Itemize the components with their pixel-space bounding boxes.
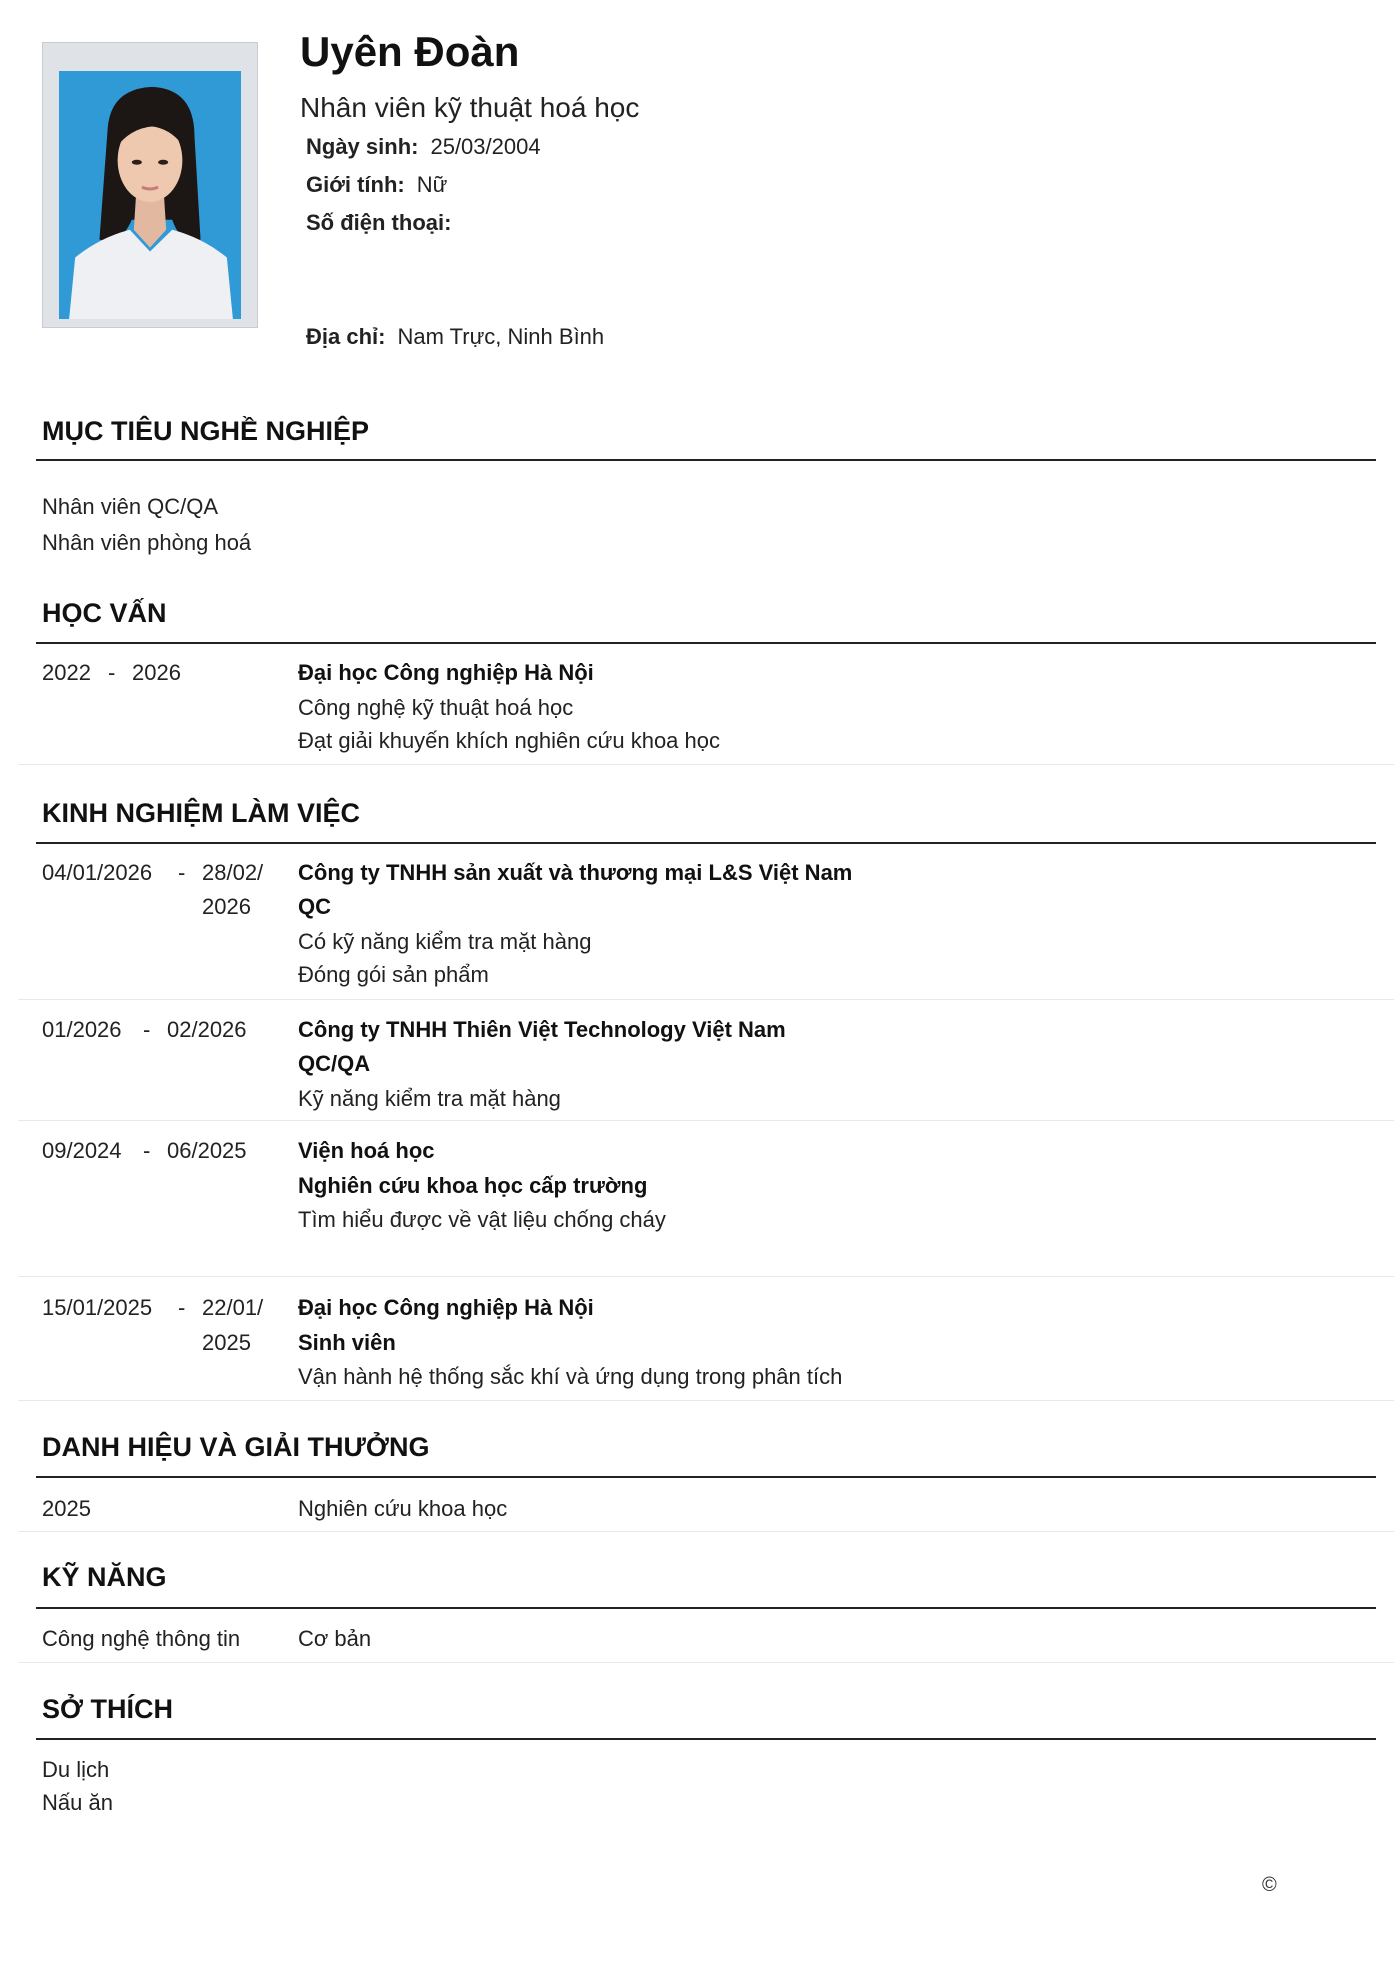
experience-rule [36, 842, 1376, 844]
date-dash: - [143, 1138, 151, 1163]
experience-start: 15/01/2025 [42, 1295, 153, 1320]
skill-level: Cơ bản [298, 1626, 372, 1651]
objective-heading: MỤC TIÊU NGHỀ NGHIỆP [42, 416, 370, 446]
experience-detail: Đóng gói sản phẩm [298, 962, 489, 987]
dob-label: Ngày sinh: [306, 134, 419, 159]
profile-photo-frame [42, 42, 258, 328]
phone-row [306, 210, 463, 236]
gender-label: Giới tính: [306, 172, 405, 197]
dob-row [306, 134, 541, 160]
row-separator [18, 1531, 1394, 1532]
row-separator [18, 1120, 1394, 1121]
experience-end-year: 2025 [202, 1330, 251, 1355]
experience-start: 01/2026 [42, 1017, 122, 1042]
row-separator [18, 1276, 1394, 1277]
skills-heading: KỸ NĂNG [42, 1562, 167, 1592]
experience-end: 22/01/ [202, 1295, 264, 1320]
date-dash: - [143, 1017, 151, 1042]
education-heading: HỌC VẤN [42, 598, 167, 628]
copyright-icon: © [1262, 1874, 1277, 1896]
experience-position: QC [298, 894, 331, 919]
date-dash: - [178, 1295, 186, 1320]
experience-detail: Tìm hiểu được về vật liệu chống cháy [298, 1207, 666, 1232]
experience-detail: Vận hành hệ thống sắc khí và ứng dụng trong phân tích [298, 1364, 843, 1389]
education-end: 2026 [132, 660, 181, 685]
experience-end: 02/2026 [167, 1017, 247, 1042]
profile-photo [59, 71, 241, 319]
education-detail: Đạt giải khuyến khích nghiên cứu khoa học [298, 728, 720, 753]
experience-position: Nghiên cứu khoa học cấp trường [298, 1173, 648, 1198]
education-school: Đại học Công nghiệp Hà Nội [298, 660, 594, 685]
objective-line: Nhân viên phòng hoá [42, 530, 252, 555]
phone-label: Số điện thoại: [306, 210, 452, 235]
skills-rule [36, 1607, 1376, 1609]
row-separator [18, 999, 1394, 1000]
objective-rule [36, 459, 1376, 461]
experience-detail: Kỹ năng kiểm tra mặt hàng [298, 1086, 561, 1111]
experience-start: 09/2024 [42, 1138, 122, 1163]
hobbies-heading: SỞ THÍCH [42, 1694, 174, 1724]
experience-company: Công ty TNHH Thiên Việt Technology Việt Nam [298, 1017, 786, 1042]
experience-heading: KINH NGHIỆM LÀM VIỆC [42, 798, 361, 828]
address-label: Địa chỉ: [306, 324, 386, 349]
experience-company: Viện hoá học [298, 1138, 435, 1163]
row-separator [18, 1662, 1394, 1663]
awards-heading: DANH HIỆU VÀ GIẢI THƯỞNG [42, 1432, 430, 1462]
experience-company: Công ty TNHH sản xuất và thương mại L&S Việt Nam [298, 860, 853, 885]
gender-row [306, 172, 447, 198]
candidate-job-title: Nhân viên kỹ thuật hoá học [300, 92, 640, 123]
experience-position: Sinh viên [298, 1330, 396, 1355]
hobby-item: Du lịch [42, 1757, 110, 1782]
education-start: 2022 [42, 660, 91, 685]
award-year: 2025 [42, 1496, 91, 1521]
date-dash: - [178, 860, 186, 885]
objective-line: Nhân viên QC/QA [42, 494, 219, 519]
education-detail: Công nghệ kỹ thuật hoá học [298, 695, 574, 720]
row-separator [18, 764, 1394, 765]
dob-value: 25/03/2004 [430, 134, 541, 159]
experience-company: Đại học Công nghiệp Hà Nội [298, 1295, 594, 1320]
experience-end-year: 2026 [202, 894, 251, 919]
award-name: Nghiên cứu khoa học [298, 1496, 508, 1521]
awards-rule [36, 1476, 1376, 1478]
date-dash: - [108, 660, 116, 685]
experience-end: 06/2025 [167, 1138, 247, 1163]
row-separator [18, 1400, 1394, 1401]
education-rule [36, 642, 1376, 644]
address-row [306, 324, 604, 350]
gender-value: Nữ [416, 172, 448, 197]
experience-end: 28/02/ [202, 860, 264, 885]
hobby-item: Nấu ăn [42, 1790, 113, 1815]
address-value: Nam Trực, Ninh Bình [397, 324, 605, 349]
experience-position: QC/QA [298, 1051, 371, 1076]
hobbies-rule [36, 1738, 1376, 1740]
experience-start: 04/01/2026 [42, 860, 153, 885]
candidate-name: Uyên Đoàn [300, 28, 520, 75]
skill-name: Công nghệ thông tin [42, 1626, 241, 1651]
experience-detail: Có kỹ năng kiểm tra mặt hàng [298, 929, 592, 954]
